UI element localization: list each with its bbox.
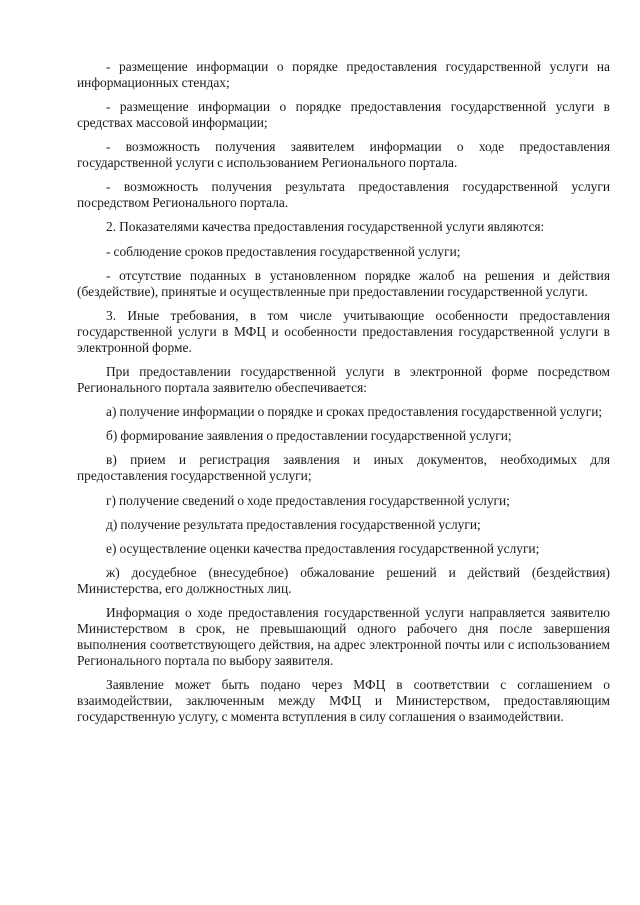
list-item-v: в) прием и регистрация заявления и иных документов, необходимых для предоставления государственной услуги; bbox=[77, 452, 610, 484]
paragraph-deadlines-compliance: - соблюдение сроков предоставления государственной услуги; bbox=[106, 243, 461, 259]
list-item-g: г) получение сведений о ходе предоставления государственной услуги; bbox=[106, 492, 510, 508]
paragraph-progress-info: Информация о ходе предоставления государственной услуги направляется заявителю Министерством в срок, не превышающий одного рабочего дня после завершения выполнения соответствующего действия, на адрес электронной почты или с использованием Регионального портала по выбору заявителя. bbox=[77, 605, 610, 669]
paragraph-quality-indicators: 2. Показателями качества предоставления государственной услуги являются: bbox=[106, 219, 545, 235]
paragraph-no-complaints: - отсутствие поданных в установленном порядке жалоб на решения и действия (бездействие), принятые и осуществленные при предоставлении государственной услуги. bbox=[77, 267, 610, 299]
paragraph-mfc-submission: Заявление может быть подано через МФЦ в соответствии с соглашением о взаимодействии, заключенным между МФЦ и Министерством, предоставляющим государственную услугу, с момента вступления в силу соглашения о взаимодействии. bbox=[77, 677, 610, 725]
list-item-zh: ж) досудебное (внесудебное) обжалование решений и действий (бездействия) Министерства, его должностных лиц. bbox=[77, 565, 610, 597]
paragraph-info-via-portal: - возможность получения заявителем информации о ходе предоставления государственной услуги с использованием Регионального портала. bbox=[77, 139, 610, 171]
paragraph-info-stands: - размещение информации о порядке предоставления государственной услуги на информационных стендах; bbox=[77, 59, 610, 90]
paragraph-other-requirements: 3. Иные требования, в том числе учитывающие особенности предоставления государственной услуги в МФЦ и особенности предоставления государственной услуги в электронной форме. bbox=[77, 307, 610, 355]
paragraph-info-mass-media: - размещение информации о порядке предоставления государственной услуги в средствах массовой информации; bbox=[77, 99, 610, 131]
document-page bbox=[77, 59, 610, 733]
list-item-e: е) осуществление оценки качества предоставления государственной услуги; bbox=[106, 541, 540, 556]
paragraph-result-via-portal: - возможность получения результата предоставления государственной услуги посредством Регионального портала. bbox=[77, 179, 610, 211]
paragraph-electronic-form-intro: При предоставлении государственной услуги в электронной форме посредством Регионального портала заявителю обеспечивается: bbox=[77, 363, 610, 395]
list-item-a: а) получение информации о порядке и сроках предоставления государственной услуги; bbox=[106, 404, 603, 420]
list-item-b: б) формирование заявления о предоставлении государственной услуги; bbox=[106, 428, 512, 444]
list-item-d: д) получение результата предоставления государственной услуги; bbox=[106, 516, 481, 532]
